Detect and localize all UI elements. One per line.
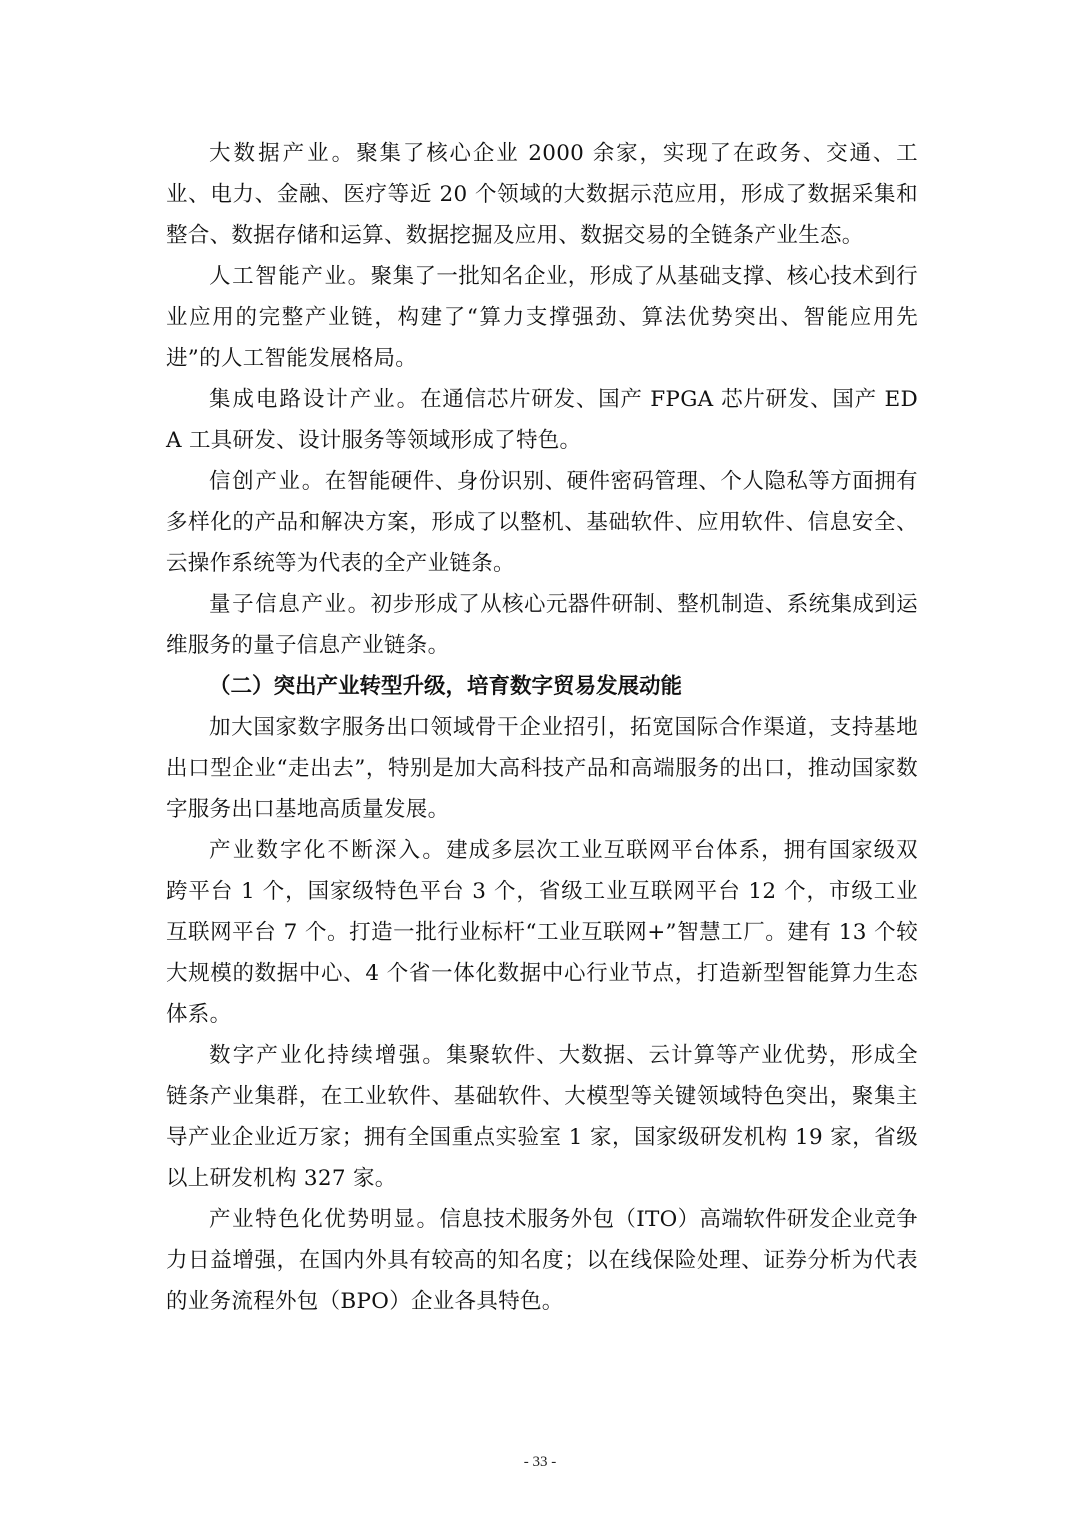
paragraph-body: 初步形成了从核心元器件研制、整机制造、系统集成到运维服务的量子信息产业链条。 [166,592,918,658]
paragraph-export-base [166,707,918,830]
paragraph-lead: 产业数字化不断深入。 [209,838,447,863]
paragraph-quantum [166,584,918,666]
paragraph-ic-design [166,379,918,461]
paragraph-industrial-digitalization [166,830,918,1035]
paragraph-body: 聚集了核心企业 2000 余家，实现了在政务、交通、工业、电力、金融、医疗等近 20 个领域的大数据示范应用，形成了数据采集和整合、数据存储和运算、数据挖掘及应用、数据交易的全链条产业生态。 [166,141,918,248]
paragraph-body: 在智能硬件、身份识别、硬件密码管理、个人隐私等方面拥有多样化的产品和解决方案，形成了以整机、基础软件、应用软件、信息安全、云操作系统等为代表的全产业链条。 [166,469,918,576]
paragraph-lead: 产业特色化优势明显。 [209,1207,440,1232]
paragraph-lead: 集成电路设计产业。 [209,387,421,412]
paragraph-digital-industrialization [166,1035,918,1199]
paragraph-body: 聚集了一批知名企业，形成了从基础支撑、核心技术到行业应用的完整产业链，构建了“算力支撑强劲、算法优势突出、智能应用先进”的人工智能发展格局。 [166,264,918,371]
document-page [166,133,918,1322]
paragraph-lead: 大数据产业。 [209,141,357,166]
paragraph-lead: 人工智能产业。 [209,264,371,289]
paragraph-big-data [166,133,918,256]
page-number: - 33 - [523,1454,557,1470]
paragraph-lead: 量子信息产业。 [209,592,371,617]
paragraph-lead: 数字产业化持续增强。 [209,1043,447,1068]
paragraph-ai [166,256,918,379]
paragraph-lead: 信创产业。 [209,469,325,494]
paragraph-body: 信息技术服务外包（ITO）高端软件研发企业竞争力日益增强，在国内外具有较高的知名度；以在线保险处理、证券分析为代表的业务流程外包（BPO）企业各具特色。 [166,1207,918,1314]
paragraph-xinchuang [166,461,918,584]
paragraph-body: 加大国家数字服务出口领域骨干企业招引，拓宽国际合作渠道，支持基地出口型企业“走出去”，特别是加大高科技产品和高端服务的出口，推动国家数字服务出口基地高质量发展。 [166,715,918,822]
paragraph-body: 在通信芯片研发、国产 FPGA 芯片研发、国产 EDA 工具研发、设计服务等领域形成了特色。 [166,387,918,453]
paragraph-body: 建成多层次工业互联网平台体系，拥有国家级双跨平台 1 个，国家级特色平台 3 个，省级工业互联网平台 12 个，市级工业互联网平台 7 个。打造一批行业标杆“工业互联网+”智慧工厂。建有 13 个较大规模的数据中心、4 个省一体化数据中心行业节点，打造新型智能算力生态体系。 [166,838,918,1027]
paragraph-body: 集聚软件、大数据、云计算等产业优势，形成全链条产业集群，在工业软件、基础软件、大模型等关键领域特色突出，聚集主导产业企业近万家；拥有全国重点实验室 1 家，国家级研发机构 19 家，省级以上研发机构 327 家。 [166,1043,918,1191]
section-heading: （二）突出产业转型升级，培育数字贸易发展动能 [209,674,683,699]
paragraph-industry-specialization [166,1199,918,1322]
